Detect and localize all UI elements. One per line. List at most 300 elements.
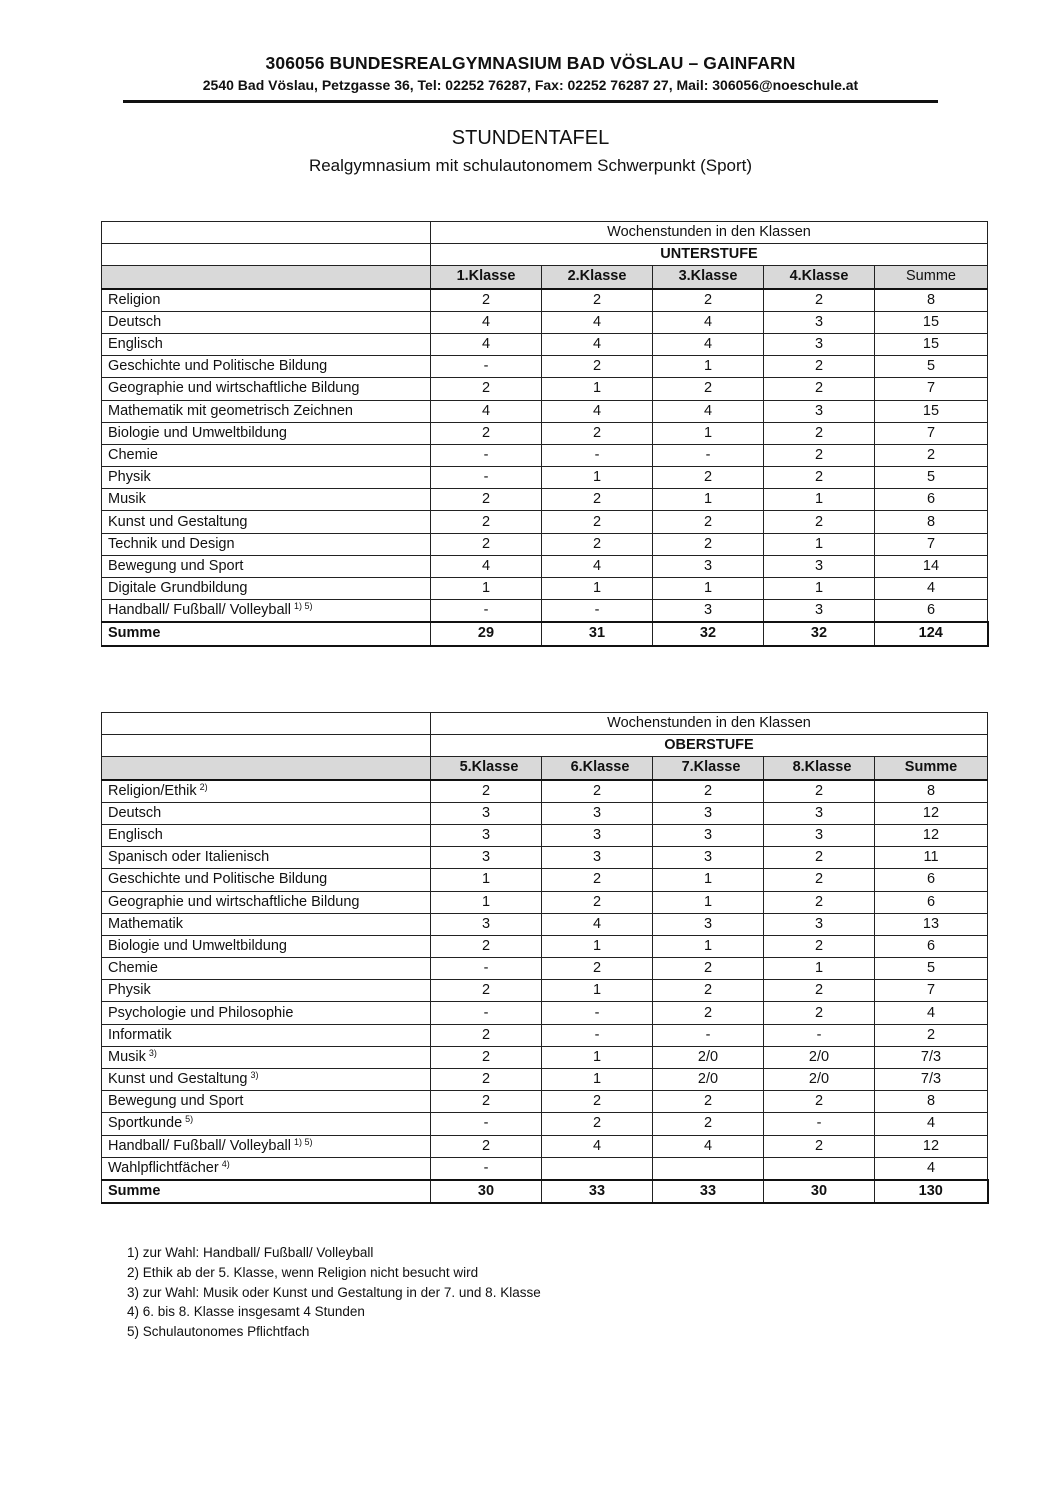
subject-cell (102, 378, 431, 400)
subject-cell (102, 1069, 431, 1091)
hours-cell: 3 (431, 847, 542, 869)
hours-cell: 3 (764, 400, 875, 422)
hours-cell: 2/0 (653, 1069, 764, 1091)
subject-name: Biologie und Umweltbildung (108, 937, 287, 954)
subject-cell (102, 555, 431, 577)
hours-cell: - (653, 1024, 764, 1046)
subject-cell (102, 289, 431, 312)
hours-cell: 4 (431, 400, 542, 422)
unterstufe-table (101, 221, 989, 647)
hours-cell: 2 (764, 869, 875, 891)
row-sum-cell: 4 (875, 1002, 988, 1024)
column-header-subject (102, 266, 431, 289)
subject-name: Informatik (108, 1026, 172, 1043)
subject-row (102, 891, 988, 913)
table-caption: Wochenstunden in den Klassen (431, 222, 988, 244)
hours-cell: 2 (764, 511, 875, 533)
hours-cell: - (764, 1024, 875, 1046)
subject-row (102, 1046, 988, 1068)
subject-name: Mathematik mit geometrisch Zeichnen (108, 402, 353, 419)
caption-row (102, 222, 988, 244)
footnote: 4) 6. bis 8. Klasse insgesamt 4 Stunden (127, 1304, 365, 1320)
subject-cell (102, 869, 431, 891)
hours-cell: 3 (653, 555, 764, 577)
subject-name: Bewegung und Sport (108, 1093, 244, 1110)
subject-row (102, 780, 988, 803)
row-sum-cell: 8 (875, 289, 988, 312)
empty-cell (102, 222, 431, 244)
column-header: 4.Klasse (764, 266, 875, 289)
empty-cell (102, 713, 431, 735)
row-sum-cell: 7 (875, 378, 988, 400)
subject-cell (102, 1135, 431, 1157)
hours-cell: - (542, 600, 653, 623)
row-sum-cell: 6 (875, 935, 988, 957)
subject-row (102, 1002, 988, 1024)
footnote-reference: 5) (185, 1114, 194, 1125)
hours-cell: 1 (764, 533, 875, 555)
hours-cell: 2 (431, 780, 542, 803)
hours-cell: 4 (542, 913, 653, 935)
row-sum-cell: 7 (875, 533, 988, 555)
hours-cell: 4 (653, 333, 764, 355)
subject-cell (102, 1002, 431, 1024)
subject-cell (102, 400, 431, 422)
subject-cell (102, 511, 431, 533)
column-header-row (102, 266, 988, 289)
row-sum-cell: 15 (875, 333, 988, 355)
footnotes (127, 1243, 541, 1342)
hours-cell: 4 (431, 311, 542, 333)
row-sum-cell: 7 (875, 422, 988, 444)
sum-value: 29 (431, 622, 542, 645)
hours-cell: 2 (653, 1002, 764, 1024)
column-header-sum: Summe (875, 266, 988, 289)
school-name: 306056 BUNDESREALGYMNASIUM BAD VÖSLAU – GAINFARN (265, 53, 796, 73)
row-sum-cell: 15 (875, 400, 988, 422)
subject-name: Musik (108, 491, 146, 508)
hours-cell: 2 (653, 780, 764, 803)
hours-cell: 1 (653, 356, 764, 378)
hours-cell: 1 (653, 891, 764, 913)
subject-cell (102, 891, 431, 913)
subject-cell (102, 802, 431, 824)
footnote-reference: 1) 5) (293, 1136, 313, 1147)
footnote-reference: 3) (250, 1070, 259, 1081)
sum-row (102, 622, 988, 645)
hours-cell: 2 (431, 1135, 542, 1157)
column-header-subject (102, 757, 431, 780)
subject-cell (102, 958, 431, 980)
subject-row (102, 1091, 988, 1113)
hours-cell: - (431, 958, 542, 980)
subject-cell (102, 467, 431, 489)
hours-cell: - (653, 444, 764, 466)
hours-cell: 2 (431, 489, 542, 511)
hours-cell: 2/0 (764, 1046, 875, 1068)
column-header: 6.Klasse (542, 757, 653, 780)
hours-cell: 2 (542, 891, 653, 913)
hours-cell: 2 (431, 1024, 542, 1046)
subject-cell (102, 847, 431, 869)
hours-cell: - (542, 444, 653, 466)
hours-cell: - (431, 356, 542, 378)
sum-total: 130 (875, 1180, 988, 1203)
row-sum-cell: 5 (875, 958, 988, 980)
hours-cell: 3 (764, 311, 875, 333)
subject-name: Deutsch (108, 804, 162, 821)
sum-row (102, 1180, 988, 1203)
hours-cell: 1 (653, 869, 764, 891)
row-sum-cell: 8 (875, 780, 988, 803)
subject-name: Biologie und Umweltbildung (108, 424, 287, 441)
row-sum-cell: 7/3 (875, 1069, 988, 1091)
row-sum-cell: 2 (875, 1024, 988, 1046)
hours-cell: 2 (653, 958, 764, 980)
subject-cell (102, 1113, 431, 1135)
hours-cell: 2 (542, 869, 653, 891)
sum-value: 32 (653, 622, 764, 645)
row-sum-cell: 4 (875, 1113, 988, 1135)
row-sum-cell: 14 (875, 555, 988, 577)
hours-cell: 2 (542, 356, 653, 378)
subject-name: Bewegung und Sport (108, 557, 244, 574)
hours-cell: - (431, 1002, 542, 1024)
subject-cell (102, 600, 431, 623)
hours-cell: 3 (764, 824, 875, 846)
stage-row (102, 244, 988, 266)
subject-row (102, 935, 988, 957)
footnote-reference: 2) (199, 781, 208, 792)
hours-cell: 3 (653, 913, 764, 935)
hours-cell: 3 (764, 555, 875, 577)
hours-cell: 2 (542, 489, 653, 511)
subject-row (102, 444, 988, 466)
subject-cell (102, 1091, 431, 1113)
hours-cell: 3 (764, 333, 875, 355)
hours-cell: 2 (542, 422, 653, 444)
hours-cell: 2 (431, 1069, 542, 1091)
row-sum-cell: 12 (875, 824, 988, 846)
row-sum-cell: 6 (875, 489, 988, 511)
subject-name: Religion/Ethik (108, 782, 197, 799)
hours-cell: - (542, 1024, 653, 1046)
subject-cell (102, 935, 431, 957)
hours-cell: 2 (764, 467, 875, 489)
subject-name: Geographie und wirtschaftliche Bildung (108, 893, 360, 910)
hours-cell: 2 (653, 1113, 764, 1135)
subject-row (102, 467, 988, 489)
subject-cell (102, 444, 431, 466)
hours-cell: 2 (542, 1091, 653, 1113)
subject-row (102, 378, 988, 400)
subject-name: Physik (108, 982, 151, 999)
subject-cell (102, 356, 431, 378)
letterhead (123, 52, 938, 96)
sum-value: 30 (431, 1180, 542, 1203)
subject-row (102, 1069, 988, 1091)
hours-cell: 3 (653, 847, 764, 869)
hours-cell: - (431, 467, 542, 489)
hours-cell: 1 (542, 935, 653, 957)
hours-cell: 2 (431, 422, 542, 444)
subject-row (102, 980, 988, 1002)
subject-name: Psychologie und Philosophie (108, 1004, 294, 1021)
hours-cell: 2 (431, 378, 542, 400)
row-sum-cell: 8 (875, 511, 988, 533)
footnote-reference: 4) (221, 1158, 230, 1169)
hours-cell: 3 (764, 802, 875, 824)
subject-name: Technik und Design (108, 535, 235, 552)
hours-cell: 1 (431, 891, 542, 913)
subject-row (102, 1135, 988, 1157)
hours-cell: 3 (653, 600, 764, 623)
subject-name: Kunst und Gestaltung (108, 513, 248, 530)
hours-cell: 2 (764, 1002, 875, 1024)
subject-cell (102, 824, 431, 846)
hours-cell: 2 (764, 289, 875, 312)
row-sum-cell: 2 (875, 444, 988, 466)
hours-cell: 1 (542, 1069, 653, 1091)
hours-cell: 2 (653, 289, 764, 312)
subject-name: Kunst und Gestaltung (108, 1071, 248, 1088)
hours-cell: 3 (542, 824, 653, 846)
row-sum-cell: 6 (875, 869, 988, 891)
subject-row (102, 511, 988, 533)
hours-cell: 1 (542, 578, 653, 600)
subject-cell (102, 980, 431, 1002)
subject-row (102, 1024, 988, 1046)
hours-cell: 2 (431, 533, 542, 555)
column-header: 7.Klasse (653, 757, 764, 780)
hours-cell: 2 (653, 511, 764, 533)
subject-name: Geschichte und Politische Bildung (108, 871, 328, 888)
subject-name: Religion (108, 291, 161, 308)
subject-name: Chemie (108, 960, 158, 977)
subject-cell (102, 533, 431, 555)
letterhead-divider (123, 100, 938, 103)
sum-value: 31 (542, 622, 653, 645)
hours-cell: 1 (764, 578, 875, 600)
footnote: 3) zur Wahl: Musik oder Kunst und Gestaltung in der 7. und 8. Klasse (127, 1284, 541, 1300)
row-sum-cell: 13 (875, 913, 988, 935)
hours-cell: 3 (764, 600, 875, 623)
hours-cell: 3 (653, 802, 764, 824)
subject-name: Englisch (108, 827, 163, 844)
hours-cell: - (431, 1157, 542, 1180)
hours-cell: 2 (542, 511, 653, 533)
hours-cell: 3 (431, 913, 542, 935)
sum-label: Summe (102, 1180, 431, 1203)
hours-cell: 3 (431, 824, 542, 846)
hours-cell: 3 (431, 802, 542, 824)
caption-row (102, 713, 988, 735)
subject-name: Handball/ Fußball/ Volleyball (108, 1137, 291, 1154)
subject-row (102, 824, 988, 846)
hours-cell: 2/0 (653, 1046, 764, 1068)
subject-row (102, 1113, 988, 1135)
hours-cell: 3 (653, 824, 764, 846)
hours-cell: 2 (431, 1046, 542, 1068)
subject-row (102, 356, 988, 378)
subject-row (102, 555, 988, 577)
subject-row (102, 289, 988, 312)
column-header: 3.Klasse (653, 266, 764, 289)
stage-row (102, 735, 988, 757)
hours-cell: 2 (764, 444, 875, 466)
subject-row (102, 311, 988, 333)
hours-cell: - (431, 600, 542, 623)
hours-cell: 1 (653, 489, 764, 511)
column-header: 8.Klasse (764, 757, 875, 780)
stage-label: OBERSTUFE (431, 735, 988, 757)
subject-row (102, 847, 988, 869)
hours-cell: 2 (431, 1091, 542, 1113)
hours-cell: 2 (653, 467, 764, 489)
hours-cell: 2/0 (764, 1069, 875, 1091)
row-sum-cell: 4 (875, 578, 988, 600)
hours-cell: - (431, 1113, 542, 1135)
hours-cell: 3 (542, 847, 653, 869)
hours-cell: 4 (431, 555, 542, 577)
row-sum-cell: 7 (875, 980, 988, 1002)
subject-row (102, 802, 988, 824)
subject-row (102, 400, 988, 422)
oberstufe-table (101, 712, 989, 1204)
hours-cell: 2 (764, 891, 875, 913)
hours-cell: 3 (542, 802, 653, 824)
stage-label: UNTERSTUFE (431, 244, 988, 266)
hours-cell (764, 1157, 875, 1180)
footnote-reference: 1) 5) (293, 601, 313, 612)
subject-name: Deutsch (108, 313, 162, 330)
hours-cell: 2 (764, 422, 875, 444)
hours-cell: 2 (764, 780, 875, 803)
subject-row (102, 489, 988, 511)
document-subtitle: Realgymnasium mit schulautonomem Schwerpunkt (Sport) (308, 156, 753, 175)
column-header: 1.Klasse (431, 266, 542, 289)
column-header: 5.Klasse (431, 757, 542, 780)
column-header-sum: Summe (875, 757, 988, 780)
subject-row (102, 913, 988, 935)
hours-cell: 2 (431, 935, 542, 957)
hours-cell: 4 (542, 555, 653, 577)
hours-cell: 2 (542, 780, 653, 803)
row-sum-cell: 7/3 (875, 1046, 988, 1068)
hours-cell: 1 (653, 578, 764, 600)
sum-value: 33 (542, 1180, 653, 1203)
table-caption: Wochenstunden in den Klassen (431, 713, 988, 735)
sum-value: 33 (653, 1180, 764, 1203)
subject-row (102, 533, 988, 555)
hours-cell: 2 (653, 533, 764, 555)
hours-cell: 1 (764, 489, 875, 511)
subject-name: Englisch (108, 336, 163, 353)
row-sum-cell: 8 (875, 1091, 988, 1113)
sum-total: 124 (875, 622, 988, 645)
hours-cell: 4 (653, 311, 764, 333)
subject-row (102, 600, 988, 623)
subject-name: Chemie (108, 446, 158, 463)
subject-cell (102, 1046, 431, 1068)
row-sum-cell: 4 (875, 1157, 988, 1180)
hours-cell: 4 (542, 1135, 653, 1157)
subject-name: Wahlpflichtfächer (108, 1159, 219, 1176)
subject-cell (102, 311, 431, 333)
subject-cell (102, 489, 431, 511)
hours-cell: 2 (542, 289, 653, 312)
subject-cell (102, 422, 431, 444)
footnote: 2) Ethik ab der 5. Klasse, wenn Religion nicht besucht wird (127, 1264, 479, 1280)
row-sum-cell: 6 (875, 891, 988, 913)
row-sum-cell: 6 (875, 600, 988, 623)
column-header-row (102, 757, 988, 780)
hours-cell: 2 (764, 847, 875, 869)
hours-cell: 3 (764, 913, 875, 935)
hours-cell: 2 (653, 980, 764, 1002)
subject-row (102, 422, 988, 444)
sum-label: Summe (102, 622, 431, 645)
row-sum-cell: 5 (875, 356, 988, 378)
empty-cell (102, 244, 431, 266)
hours-cell: 4 (542, 333, 653, 355)
hours-cell: 4 (431, 333, 542, 355)
hours-cell: 4 (542, 400, 653, 422)
hours-cell: 2 (653, 378, 764, 400)
hours-cell: 2 (431, 289, 542, 312)
subject-name: Spanisch oder Italienisch (108, 849, 270, 866)
subject-name: Sportkunde (108, 1115, 183, 1132)
hours-cell: 1 (431, 578, 542, 600)
unterstufe-body (102, 289, 988, 623)
hours-cell: 4 (653, 1135, 764, 1157)
hours-cell: 2 (764, 1135, 875, 1157)
subject-row (102, 578, 988, 600)
subject-name: Musik (108, 1048, 146, 1065)
hours-cell: 1 (653, 422, 764, 444)
hours-cell: 2 (431, 980, 542, 1002)
subject-name: Mathematik (108, 915, 183, 932)
sum-value: 30 (764, 1180, 875, 1203)
footnote: 5) Schulautonomes Pflichtfach (127, 1324, 310, 1340)
subject-name: Geographie und wirtschaftliche Bildung (108, 380, 360, 397)
hours-cell: 2 (542, 1113, 653, 1135)
hours-cell: 2 (542, 533, 653, 555)
sum-value: 32 (764, 622, 875, 645)
subject-name: Digitale Grundbildung (108, 580, 248, 597)
hours-cell: - (431, 444, 542, 466)
subject-row (102, 869, 988, 891)
subject-name: Physik (108, 469, 151, 486)
hours-cell: 2 (653, 1091, 764, 1113)
row-sum-cell: 11 (875, 847, 988, 869)
hours-cell: 1 (542, 378, 653, 400)
hours-cell: 2 (764, 378, 875, 400)
subject-row (102, 333, 988, 355)
hours-cell: - (764, 1113, 875, 1135)
row-sum-cell: 5 (875, 467, 988, 489)
school-address: 2540 Bad Vöslau, Petzgasse 36, Tel: 02252 76287, Fax: 02252 76287 27, Mail: 306056@noeschule.at (202, 77, 859, 93)
subject-cell (102, 1157, 431, 1180)
hours-cell: 1 (542, 1046, 653, 1068)
subject-name: Geschichte und Politische Bildung (108, 358, 328, 375)
subject-row (102, 958, 988, 980)
subject-cell (102, 333, 431, 355)
footnote-reference: 3) (148, 1047, 157, 1058)
hours-cell: 2 (431, 511, 542, 533)
empty-cell (102, 735, 431, 757)
subject-cell (102, 780, 431, 803)
